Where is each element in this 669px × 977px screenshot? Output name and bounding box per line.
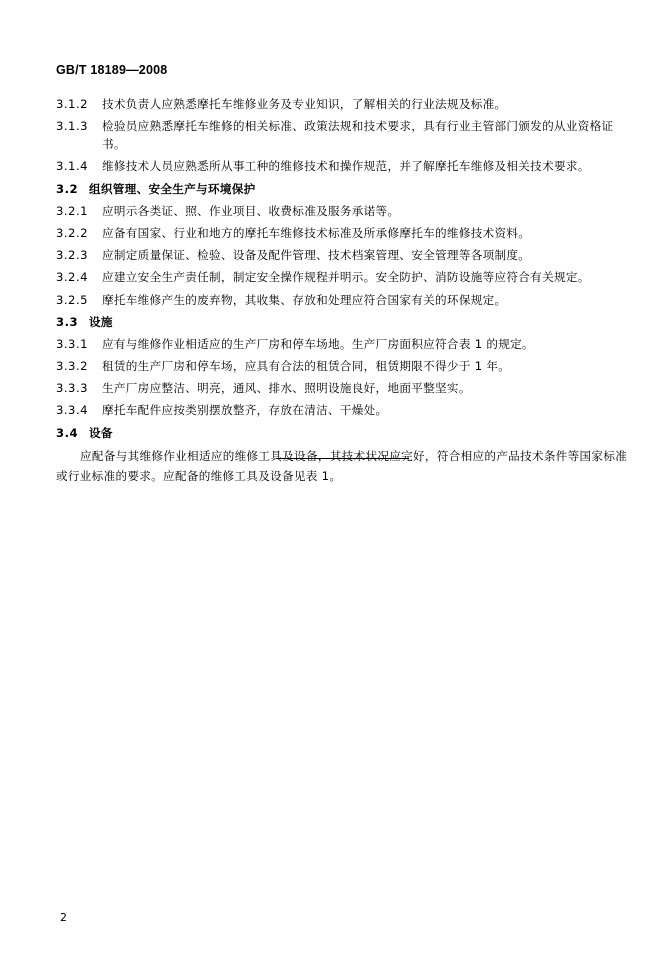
clause-item <box>56 224 632 242</box>
clause-text: 应建立安全生产责任制，制定安全操作规程并明示。安全防护、消防设施等应符合有关规定。 <box>102 270 590 285</box>
clause-text: 摩托车配件应按类别摆放整齐，存放在清洁、干燥处。 <box>102 403 388 418</box>
clause-number: 3.4 <box>56 425 79 440</box>
clause-text: 应明示各类证、照、作业项目、收费标准及服务承诺等。 <box>102 203 400 218</box>
document-body <box>56 95 632 486</box>
clause-text: 应备有国家、行业和地方的摩托车维修技术标准及所承修摩托车的维修技术资料。 <box>102 225 531 240</box>
clause-item <box>56 117 632 153</box>
clause-item <box>56 202 632 220</box>
clause-text: 维修技术人员应熟悉所从事工种的维修技术和操作规范，并了解摩托车维修及相关技术要求。 <box>102 159 590 174</box>
section-heading <box>56 424 632 442</box>
clause-number: 3.3.3 <box>56 381 88 396</box>
clause-number: 3.2.1 <box>56 203 88 218</box>
clause-number: 3.1.3 <box>56 119 88 134</box>
clause-item <box>56 268 632 286</box>
section-title: 设备 <box>89 425 113 440</box>
section-title: 设施 <box>89 314 113 329</box>
clause-item <box>56 291 632 309</box>
section-title: 组织管理、安全生产与环境保护 <box>89 181 256 196</box>
clause-text: 应制定质量保证、检验、设备及配件管理、技术档案管理、安全管理等各项制度。 <box>102 248 531 263</box>
clause-number: 3.2.2 <box>56 225 88 240</box>
section-heading <box>56 180 632 198</box>
clause-text: 租赁的生产厂房和停车场，应具有合法的租赁合同，租赁期限不得少于 1 年。 <box>102 359 511 374</box>
clause-text: 检验员应熟悉摩托车维修的相关标准、政策法规和技术要求，具有行业主管部门颁发的从业资格证书。 <box>102 119 614 152</box>
clause-item <box>56 379 632 397</box>
clause-item <box>56 246 632 264</box>
standard-header: GB/T 18189—2008 <box>56 63 168 77</box>
clause-item <box>56 335 632 353</box>
clause-number: 3.2.3 <box>56 248 88 263</box>
page-number: 2 <box>60 911 67 924</box>
clause-item <box>56 401 632 419</box>
clause-number: 3.1.4 <box>56 159 88 174</box>
clause-number: 3.2 <box>56 181 79 196</box>
clause-number: 3.2.4 <box>56 270 88 285</box>
clause-text: 生产厂房应整洁、明亮，通风、排水、照明设施良好，地面平整坚实。 <box>102 381 471 396</box>
section-heading <box>56 313 632 331</box>
clause-text: 应有与维修作业相适应的生产厂房和停车场地。生产厂房面积应符合表 1 的规定。 <box>102 336 534 351</box>
clause-number: 3.3.2 <box>56 359 88 374</box>
end-rule <box>276 458 409 459</box>
clause-number: 3.1.2 <box>56 97 88 111</box>
clause-item <box>56 157 632 175</box>
clause-item <box>56 357 632 375</box>
clause-number: 3.3.4 <box>56 403 88 418</box>
clause-list <box>56 95 632 442</box>
clause-item <box>56 95 632 113</box>
clause-number: 3.2.5 <box>56 292 88 307</box>
clause-text: 技术负责人应熟悉摩托车维修业务及专业知识，了解相关的行业法规及标准。 <box>102 97 507 111</box>
clause-text: 摩托车维修产生的废弃物，其收集、存放和处理应符合国家有关的环保规定。 <box>102 292 507 307</box>
clause-number: 3.3.1 <box>56 336 88 351</box>
equipment-paragraph: 应配备与其维修作业相适应的维修工具及设备，其技术状况应完好，符合相应的产品技术条件等国家标准或行业标准的要求。应配备的维修工具及设备见表 1。 <box>56 448 628 483</box>
clause-number: 3.3 <box>56 314 79 329</box>
